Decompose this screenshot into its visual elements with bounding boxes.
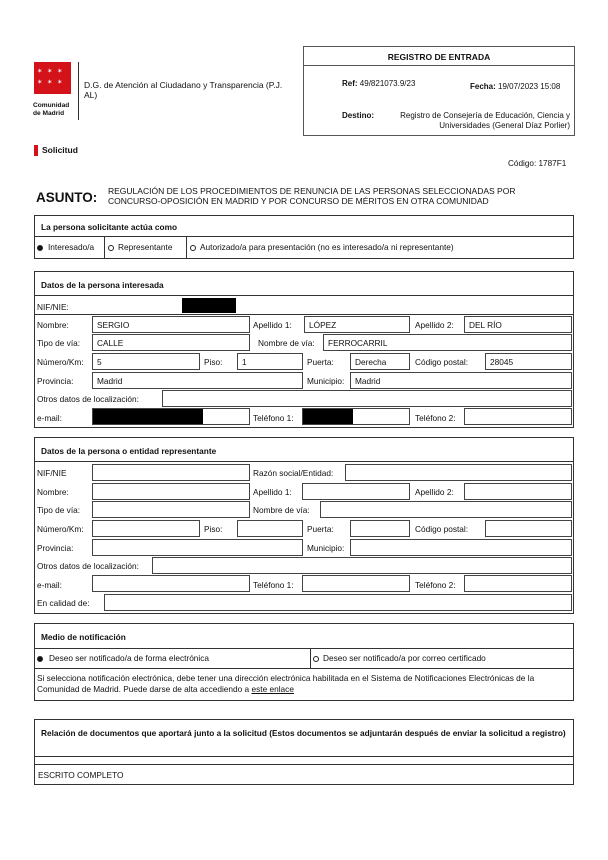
rep-surname2-field[interactable] [464,483,572,500]
name-label: Nombre: [37,320,69,330]
name-value: SERGIO [97,320,130,330]
registry-destination [342,111,570,130]
notify-electronic-radio[interactable] [37,656,43,662]
door-label: Puerta: [307,357,334,367]
registry-ref [342,79,415,88]
rep-door-label: Puerta: [307,524,334,534]
rep-nif-field[interactable] [92,464,250,481]
ref-value: 49/821073.9/23 [359,79,416,88]
street-type-label: Tipo de vía: [37,338,81,348]
date-value: 19/07/2023 15:08 [498,82,561,91]
province-value: Madrid [97,376,123,386]
number-label: Número/Km: [37,357,84,367]
phone2-label: Teléfono 2: [415,413,456,423]
rep-name-field[interactable] [92,483,250,500]
role-representative-radio[interactable] [108,245,114,251]
role-interested-radio[interactable] [37,245,43,251]
other-location-field[interactable] [162,390,572,407]
rep-zip-label: Código postal: [415,524,469,534]
nif-redacted [182,298,236,313]
rep-province-label: Provincia: [37,543,74,553]
row-divider [34,764,574,765]
rep-door-field[interactable] [350,520,410,537]
province-label: Provincia: [37,376,74,386]
nif-label: NIF/NIE: [37,302,69,312]
door-value: Derecha [355,357,387,367]
documents-title: Relación de documentos que aportará junto a la solicitud (Estos documentos se adjuntarán después de enviar la solicitud a registro) [41,728,566,738]
form-type: Solicitud [42,145,78,155]
registry-stamp [303,46,575,136]
registry-title: REGISTRO DE ENTRADA [387,52,491,62]
role-representative-label: Representante [118,242,173,252]
rep-company-label: Razón social/Entidad: [253,468,334,478]
document-item: ESCRITO COMPLETO [38,770,124,780]
phone1-label: Teléfono 1: [253,413,294,423]
surname2-value: DEL RÍO [469,320,502,330]
rep-phone2-label: Teléfono 2: [415,580,456,590]
street-name-label: Nombre de vía: [258,338,315,348]
role-authorized-label: Autorizado/a para presentación (no es interesado/a ni representante) [200,242,454,252]
dest-label: Destino: [342,111,374,120]
rep-capacity-label: En calidad de: [37,598,90,608]
dest-value: Registro de Consejería de Educación, Ciencia y Universidades (General Díaz Porlier) [400,111,570,130]
ref-label: Ref: [342,79,358,88]
rep-nif-label: NIF/NIE [37,468,67,478]
region-logo-text [33,102,69,117]
rep-municipality-label: Municipio: [307,543,345,553]
star-icon: ✶ [37,79,43,86]
date-label: Fecha: [470,82,496,91]
subject-text: REGULACIÓN DE LOS PROCEDIMIENTOS DE RENUNCIA DE LAS PERSONAS SELECCIONADAS POR CONCURSO-OPOSICIÓN EN MADRID Y POR CONCURSO DE MÉRITOS EN OTRA COMUNIDAD [108,186,516,206]
municipality-label: Municipio: [307,376,345,386]
star-icon: ✶ [47,68,53,75]
col-divider [310,649,311,668]
rep-surname1-field[interactable] [302,483,410,500]
role-authorized-radio[interactable] [190,245,196,251]
row-divider [34,295,574,296]
rep-number-field[interactable] [92,520,200,537]
surname2-label: Apellido 2: [415,320,454,330]
rep-other-location-label: Otros datos de localización: [37,561,139,571]
number-value: 5 [97,357,102,367]
brand-line-1: Comunidad [33,102,70,109]
star-icon: ✶ [57,79,63,86]
rep-phone1-field[interactable] [302,575,410,592]
rep-street-name-field[interactable] [320,501,572,518]
notification-signup-link[interactable]: este enlace [251,683,294,694]
department-name: D.G. de Atención al Ciudadano y Transparencia (P.J. AL) [84,80,283,100]
section-marker [34,145,38,156]
row-divider [34,236,574,237]
registry-date [470,82,560,91]
rep-floor-label: Piso: [204,524,223,534]
floor-value: 1 [242,357,247,367]
notify-mail-label: Deseo ser notificado/a por correo certificado [323,653,486,663]
rep-name-label: Nombre: [37,487,69,497]
street-name-value: FERROCARRIL [328,338,388,348]
rep-province-field[interactable] [92,539,303,556]
star-icon: ✶ [37,68,43,75]
col-divider [186,237,187,258]
rep-email-label: e-mail: [37,580,62,590]
rep-street-type-field[interactable] [92,501,250,518]
surname1-value: LÓPEZ [309,320,337,330]
rep-municipality-field[interactable] [350,539,572,556]
rep-surname2-label: Apellido 2: [415,487,454,497]
rep-street-type-label: Tipo de vía: [37,505,81,515]
rep-number-label: Número/Km: [37,524,84,534]
interested-title: Datos de la persona interesada [41,280,164,290]
form-code: Código: 1787F1 [508,159,567,168]
rep-email-field[interactable] [92,575,250,592]
region-logo-flag [34,62,71,94]
rep-phone1-label: Teléfono 1: [253,580,294,590]
rep-company-field[interactable] [345,464,572,481]
notification-note [37,673,571,694]
rep-street-name-label: Nombre de vía: [253,505,310,515]
street-type-value: CALLE [97,338,124,348]
col-divider [104,237,105,258]
surname1-label: Apellido 1: [253,320,292,330]
rep-capacity-field[interactable] [104,594,572,611]
row-divider [34,314,574,315]
email-label: e-mail: [37,413,62,423]
representative-title: Datos de la persona o entidad representante [41,446,217,456]
subject-label: ASUNTO: [36,190,98,205]
registry-divider [304,65,574,66]
rep-other-location-field[interactable] [152,557,572,574]
phone1-redacted [303,409,353,424]
row-divider [34,756,574,757]
rep-zip-field[interactable] [485,520,572,537]
province-field[interactable] [92,372,303,389]
row-divider [34,648,574,649]
header-divider [78,62,79,120]
row-divider [34,461,574,462]
star-icon: ✶ [47,79,53,86]
star-icon: ✶ [57,68,63,75]
number-field[interactable] [92,353,200,370]
email-redacted [93,409,203,424]
notify-mail-radio[interactable] [313,656,319,662]
notify-electronic-label: Deseo ser notificado/a de forma electrónica [49,653,210,663]
rep-phone2-field[interactable] [464,575,572,592]
municipality-field[interactable] [350,372,572,389]
rep-surname1-label: Apellido 1: [253,487,292,497]
municipality-value: Madrid [355,376,381,386]
phone2-field[interactable] [464,408,572,425]
zip-label: Código postal: [415,357,469,367]
notification-note-text: Si selecciona notificación electrónica, debe tener una dirección electrónica habilitada en el Sistema de Notificaciones Electrónicas de la Comunidad de Madrid. Puede darse de alta accediendo a [37,673,535,694]
notification-title: Medio de notificación [41,632,126,642]
floor-label: Piso: [204,357,223,367]
rep-floor-field[interactable] [237,520,303,537]
applicant-role-title: La persona solicitante actúa como [41,222,178,232]
other-location-label: Otros datos de localización: [37,394,139,404]
role-interested-label: Interesado/a [48,242,95,252]
zip-value: 28045 [490,357,514,367]
brand-line-2: de Madrid [33,109,65,117]
row-divider [34,668,574,669]
